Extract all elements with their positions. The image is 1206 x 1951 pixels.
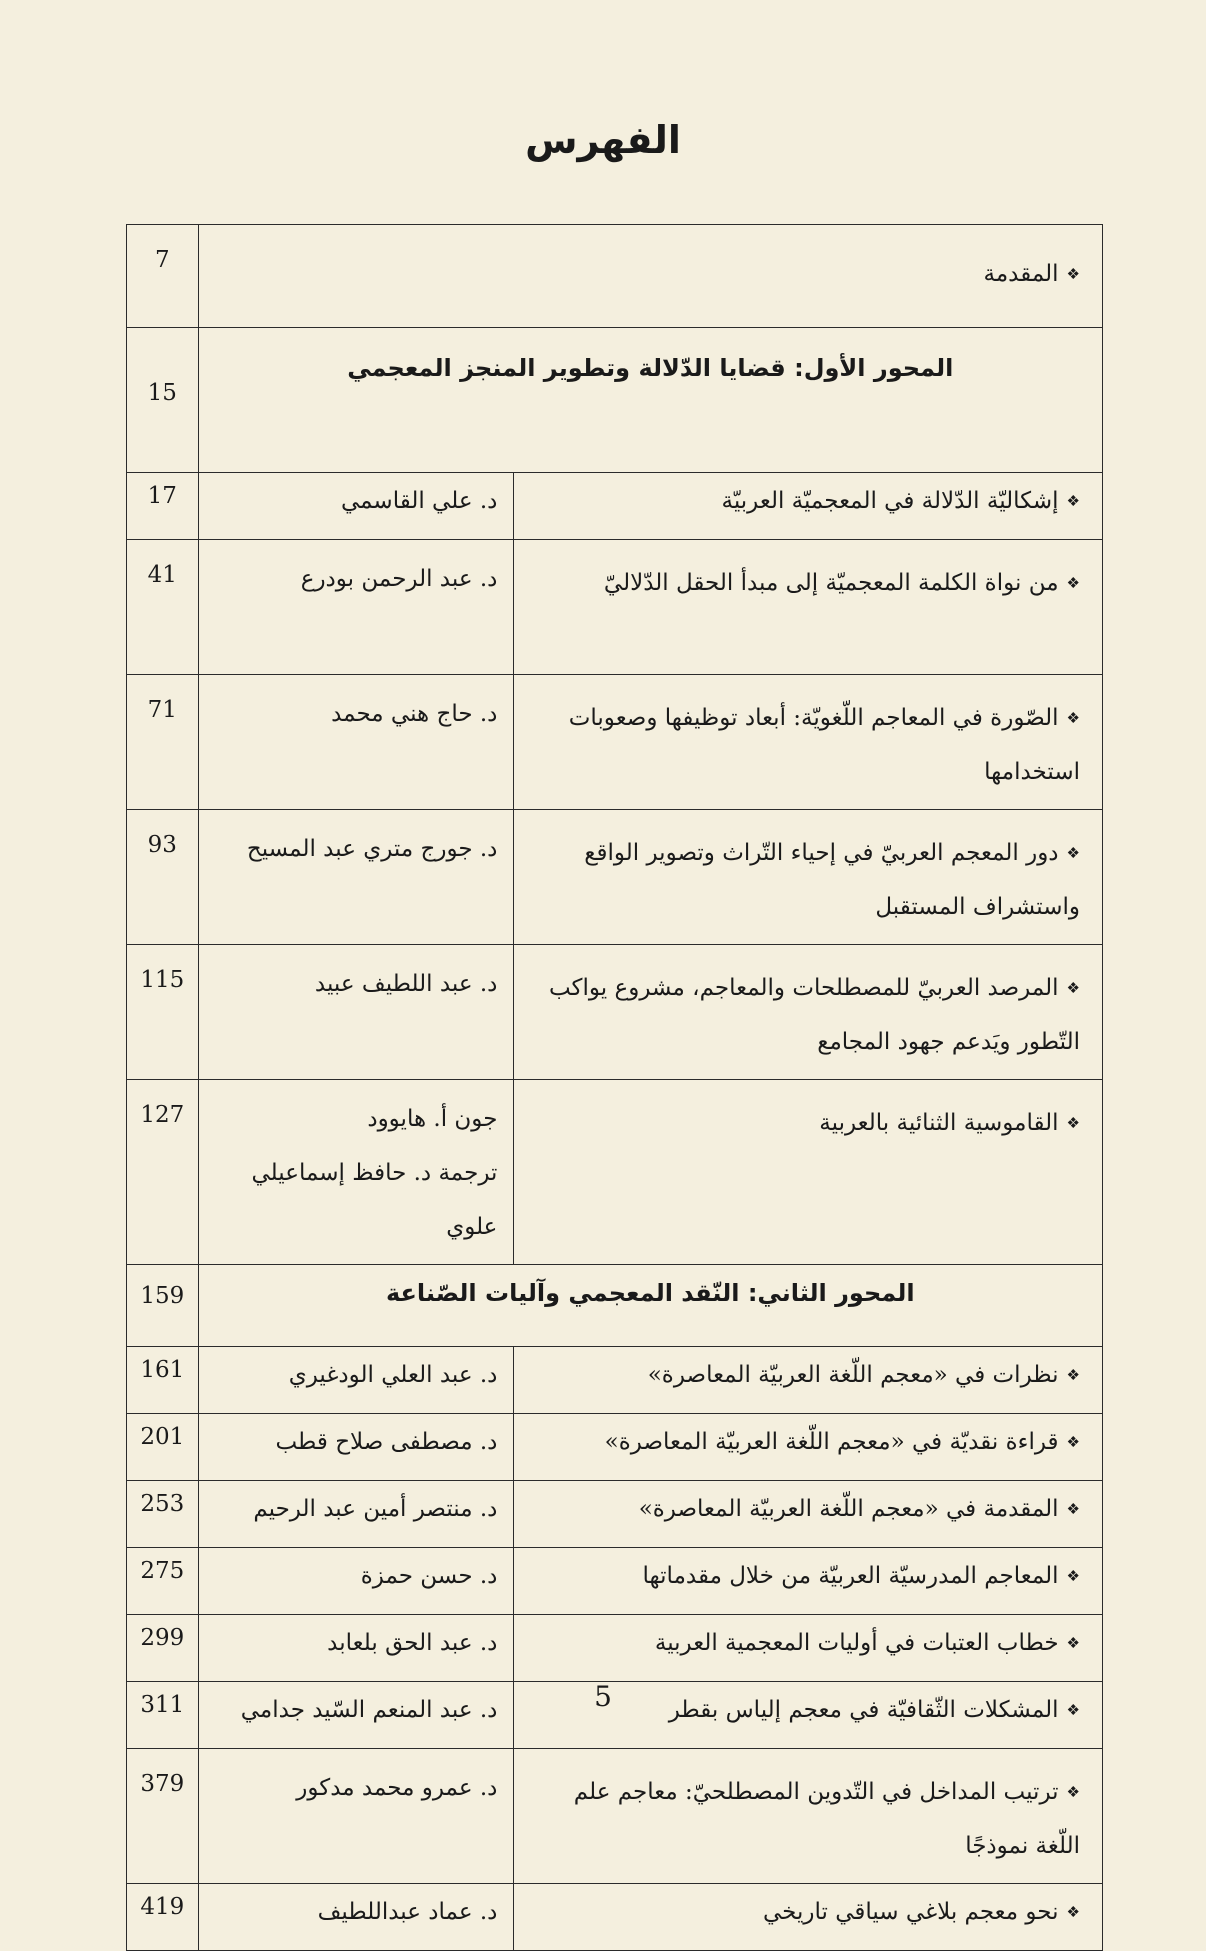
toc-row xyxy=(127,1615,1103,1682)
bullet-icon: ❖ xyxy=(1066,1634,1080,1652)
bullet-icon: ❖ xyxy=(1066,1366,1080,1384)
bullet-icon: ❖ xyxy=(1066,1783,1080,1801)
section-header-row xyxy=(127,328,1103,473)
toc-row xyxy=(127,540,1103,675)
toc-title xyxy=(514,1481,1103,1548)
toc-title xyxy=(514,1548,1103,1615)
page-number: 5 xyxy=(594,1680,612,1713)
toc-author: د. عمرو محمد مدكور xyxy=(198,1749,514,1884)
toc-title-text: خطاب العتبات في أوليات المعجمية العربية xyxy=(654,1630,1059,1656)
toc-title xyxy=(198,225,1102,328)
toc-row xyxy=(127,1080,1103,1265)
toc-page: 299 xyxy=(127,1615,199,1682)
toc-author: د. علي القاسمي xyxy=(198,473,514,540)
toc-author: د. حسن حمزة xyxy=(198,1548,514,1615)
toc-title xyxy=(514,1414,1103,1481)
toc-title-text: المقدمة في «معجم اللّغة العربيّة المعاصرة» xyxy=(638,1496,1059,1522)
bullet-icon: ❖ xyxy=(1066,1567,1080,1585)
toc-title xyxy=(514,540,1103,675)
bullet-icon: ❖ xyxy=(1066,844,1080,862)
bullet-icon: ❖ xyxy=(1066,979,1080,997)
toc-page: 17 xyxy=(127,473,199,540)
toc-title xyxy=(514,473,1103,540)
toc-row xyxy=(127,1884,1103,1951)
bullet-icon: ❖ xyxy=(1066,1114,1080,1132)
toc-page: 201 xyxy=(127,1414,199,1481)
toc-page: 7 xyxy=(127,225,199,328)
bullet-icon: ❖ xyxy=(1066,574,1080,592)
author-name: جون أ. هايوود xyxy=(367,1106,498,1132)
bullet-icon: ❖ xyxy=(1066,492,1080,510)
section-header-row xyxy=(127,1265,1103,1347)
toc-row xyxy=(127,1548,1103,1615)
toc-page: 311 xyxy=(127,1682,199,1749)
toc-title-text: نحو معجم بلاغي سياقي تاريخي xyxy=(762,1899,1059,1925)
toc-author xyxy=(198,1080,514,1265)
toc-row xyxy=(127,1749,1103,1884)
bullet-icon: ❖ xyxy=(1066,1433,1080,1451)
toc-page: 71 xyxy=(127,675,199,810)
bullet-icon: ❖ xyxy=(1066,1500,1080,1518)
toc-author: د. عماد عبداللطيف xyxy=(198,1884,514,1951)
toc-title-text: نظرات في «معجم اللّغة العربيّة المعاصرة» xyxy=(647,1362,1059,1388)
toc-row xyxy=(127,675,1103,810)
bullet-icon: ❖ xyxy=(1066,1903,1080,1921)
toc-title-text: ترتيب المداخل في التّدوين المصطلحيّ: معاجم علم اللّغة نموذجًا xyxy=(573,1779,1080,1859)
toc-title-text: المرصد العربيّ للمصطلحات والمعاجم، مشروع يواكب التّطور ويَدعم جهود المجامع xyxy=(548,975,1080,1055)
toc-author: د. عبد المنعم السّيد جدامي xyxy=(198,1682,514,1749)
toc-title-text: قراءة نقديّة في «معجم اللّغة العربيّة المعاصرة» xyxy=(604,1429,1059,1455)
toc-page: 253 xyxy=(127,1481,199,1548)
toc-title xyxy=(514,810,1103,945)
toc-author: د. عبد الحق بلعابد xyxy=(198,1615,514,1682)
toc-title-text: المشكلات الثّقافيّة في معجم إلياس بقطر xyxy=(668,1697,1059,1723)
toc-title xyxy=(514,1080,1103,1265)
toc-row xyxy=(127,1347,1103,1414)
toc-page: 93 xyxy=(127,810,199,945)
toc-title-text: دور المعجم العربيّ في إحياء التّراث وتصوير الواقع واستشراف المستقبل xyxy=(584,840,1080,920)
toc-title xyxy=(514,945,1103,1080)
toc-page: 161 xyxy=(127,1347,199,1414)
toc-row-intro xyxy=(127,225,1103,328)
toc-row xyxy=(127,1481,1103,1548)
toc-page: 127 xyxy=(127,1080,199,1265)
toc-author: د. مصطفى صلاح قطب xyxy=(198,1414,514,1481)
page-title: الفهرس xyxy=(525,118,681,162)
toc-title-text: المقدمة xyxy=(983,261,1059,287)
toc-title xyxy=(514,675,1103,810)
toc-title xyxy=(514,1347,1103,1414)
toc-page: 419 xyxy=(127,1884,199,1951)
toc-author: د. منتصر أمين عبد الرحيم xyxy=(198,1481,514,1548)
toc-page: 159 xyxy=(127,1265,199,1347)
toc-title-text: القاموسية الثنائية بالعربية xyxy=(819,1110,1059,1136)
toc-page: 15 xyxy=(127,328,199,473)
toc-row xyxy=(127,810,1103,945)
toc-title-text: إشكاليّة الدّلالة في المعجميّة العربيّة xyxy=(721,488,1059,514)
bullet-icon: ❖ xyxy=(1066,709,1080,727)
toc-title xyxy=(514,1884,1103,1951)
toc-title-text: من نواة الكلمة المعجميّة إلى مبدأ الحقل الدّلاليّ xyxy=(603,570,1059,596)
toc-title-text: المعاجم المدرسيّة العربيّة من خلال مقدماتها xyxy=(642,1563,1059,1589)
toc-title xyxy=(514,1615,1103,1682)
bullet-icon: ❖ xyxy=(1066,1701,1080,1719)
toc-page: 275 xyxy=(127,1548,199,1615)
toc-page: 115 xyxy=(127,945,199,1080)
toc-row xyxy=(127,1414,1103,1481)
translator-name: ترجمة د. حافظ إسماعيلي علوي xyxy=(251,1160,498,1240)
toc-author: د. عبد الرحمن بودرع xyxy=(198,540,514,675)
toc-page: 41 xyxy=(127,540,199,675)
toc-title-text: الصّورة في المعاجم اللّغويّة: أبعاد توظيفها وصعوبات استخدامها xyxy=(568,705,1080,785)
toc-title xyxy=(514,1749,1103,1884)
toc-author: د. عبد العلي الودغيري xyxy=(198,1347,514,1414)
toc-author: د. جورج متري عبد المسيح xyxy=(198,810,514,945)
toc-row xyxy=(127,945,1103,1080)
section-title: المحور الأول: قضايا الدّلالة وتطوير المنجز المعجمي xyxy=(198,328,1102,473)
toc-author: د. حاج هني محمد xyxy=(198,675,514,810)
toc-page: 379 xyxy=(127,1749,199,1884)
bullet-icon: ❖ xyxy=(1066,265,1080,283)
toc-row xyxy=(127,473,1103,540)
section-title: المحور الثاني: النّقد المعجمي وآليات الصّناعة xyxy=(198,1265,1102,1347)
toc-author: د. عبد اللطيف عبيد xyxy=(198,945,514,1080)
